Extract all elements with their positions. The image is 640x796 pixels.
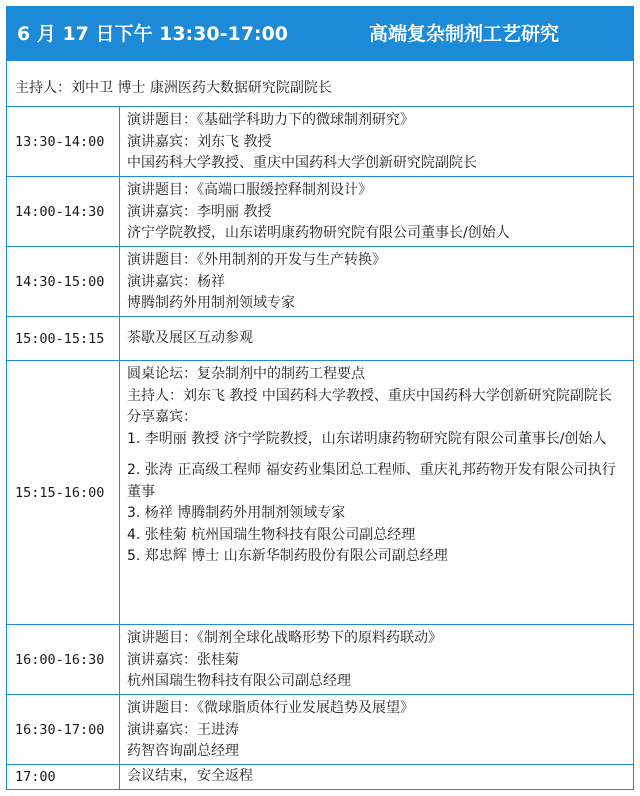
speaker: 演讲嘉宾：杨祥 bbox=[127, 273, 225, 290]
agenda-row bbox=[7, 695, 633, 765]
agenda-row bbox=[7, 361, 633, 625]
speaker: 演讲嘉宾：王进涛 bbox=[127, 721, 239, 738]
speaker-affiliation: 中国药科大学教授、重庆中国药科大学创新研究院副院长 bbox=[127, 155, 477, 171]
speaker-affiliation: 博腾制药外用制剂领域专家 bbox=[127, 295, 295, 311]
talk-title: 演讲题目：《制剂全球化战略形势下的原料药联动》 bbox=[127, 630, 442, 646]
content-cell bbox=[120, 317, 633, 350]
guest-item: 2. 张涛 正高级工程师 福安药业集团总工程师、重庆礼邦药物开发有限公司执行董事 bbox=[127, 462, 616, 500]
guests-label: 分享嘉宾： bbox=[127, 409, 197, 425]
content-cell bbox=[120, 177, 633, 245]
host-row: 主持人：刘中卫 博士 康洲医药大数据研究院副院长 bbox=[7, 61, 633, 107]
content-cell bbox=[120, 625, 633, 693]
content-cell bbox=[120, 695, 633, 763]
content-cell bbox=[120, 765, 633, 788]
talk-title: 演讲题目：《微球脂质体行业发展趋势及展望》 bbox=[127, 700, 414, 716]
speaker: 演讲嘉宾：张桂菊 bbox=[127, 651, 239, 668]
talk-title: 演讲题目：《基础学科助力下的微球制剂研究》 bbox=[127, 112, 414, 128]
agenda-row bbox=[7, 317, 633, 361]
content-cell bbox=[120, 361, 633, 568]
guest-item: 4. 张桂菊 杭州国瑞生物科技有限公司副总经理 bbox=[127, 526, 416, 543]
time-cell: 16:30-17:00 bbox=[7, 695, 120, 764]
roundtable-topic: 圆桌论坛：复杂制剂中的制药工程要点 bbox=[127, 366, 365, 382]
guest-item: 1. 李明丽 教授 济宁学院教授，山东诺明康药物研究院有限公司董事长/创始人 bbox=[127, 430, 607, 447]
talk-title: 演讲题目：《外用制剂的开发与生产转换》 bbox=[127, 252, 386, 268]
speaker: 演讲嘉宾：李明丽 教授 bbox=[127, 203, 272, 220]
break-label: 茶歇及展区互动参观 bbox=[127, 330, 253, 346]
time-cell: 15:00-15:15 bbox=[7, 317, 120, 360]
agenda-row bbox=[7, 625, 633, 695]
time-cell: 13:30-14:00 bbox=[7, 107, 120, 176]
agenda-row bbox=[7, 107, 633, 177]
content-cell bbox=[120, 107, 633, 175]
time-cell: 15:15-16:00 bbox=[7, 361, 120, 624]
agenda-row bbox=[7, 177, 633, 247]
agenda-row bbox=[7, 765, 633, 789]
agenda-table bbox=[6, 6, 634, 790]
speaker: 演讲嘉宾：刘东飞 教授 bbox=[127, 133, 272, 150]
time-cell: 16:00-16:30 bbox=[7, 625, 120, 694]
roundtable-host: 主持人：刘东飞 教授 中国药科大学教授、重庆中国药科大学创新研究院副院长 bbox=[127, 387, 612, 404]
speaker-affiliation: 药智咨询副总经理 bbox=[127, 743, 239, 759]
talk-title: 演讲题目：《高端口服缓控释制剂设计》 bbox=[127, 182, 372, 198]
time-cell: 14:00-14:30 bbox=[7, 177, 120, 246]
closing-label: 会议结束，安全返程 bbox=[127, 768, 253, 784]
time-cell: 14:30-15:00 bbox=[7, 247, 120, 316]
speaker-affiliation: 杭州国瑞生物科技有限公司副总经理 bbox=[127, 673, 351, 689]
agenda-row bbox=[7, 247, 633, 317]
session-title: 高端复杂制剂工艺研究 bbox=[369, 23, 560, 45]
guest-item: 3. 杨祥 博腾制药外用制剂领域专家 bbox=[127, 505, 346, 521]
guest-item: 5. 郑忠辉 博士 山东新华制药股份有限公司副总经理 bbox=[127, 548, 448, 564]
speaker-affiliation: 济宁学院教授，山东诺明康药物研究院有限公司董事长/创始人 bbox=[127, 225, 510, 241]
content-cell bbox=[120, 247, 633, 315]
agenda-header bbox=[7, 7, 633, 61]
session-date: 6 月 17 日下午 13:30-17:00 bbox=[17, 23, 288, 45]
time-cell: 17:00 bbox=[7, 765, 120, 789]
